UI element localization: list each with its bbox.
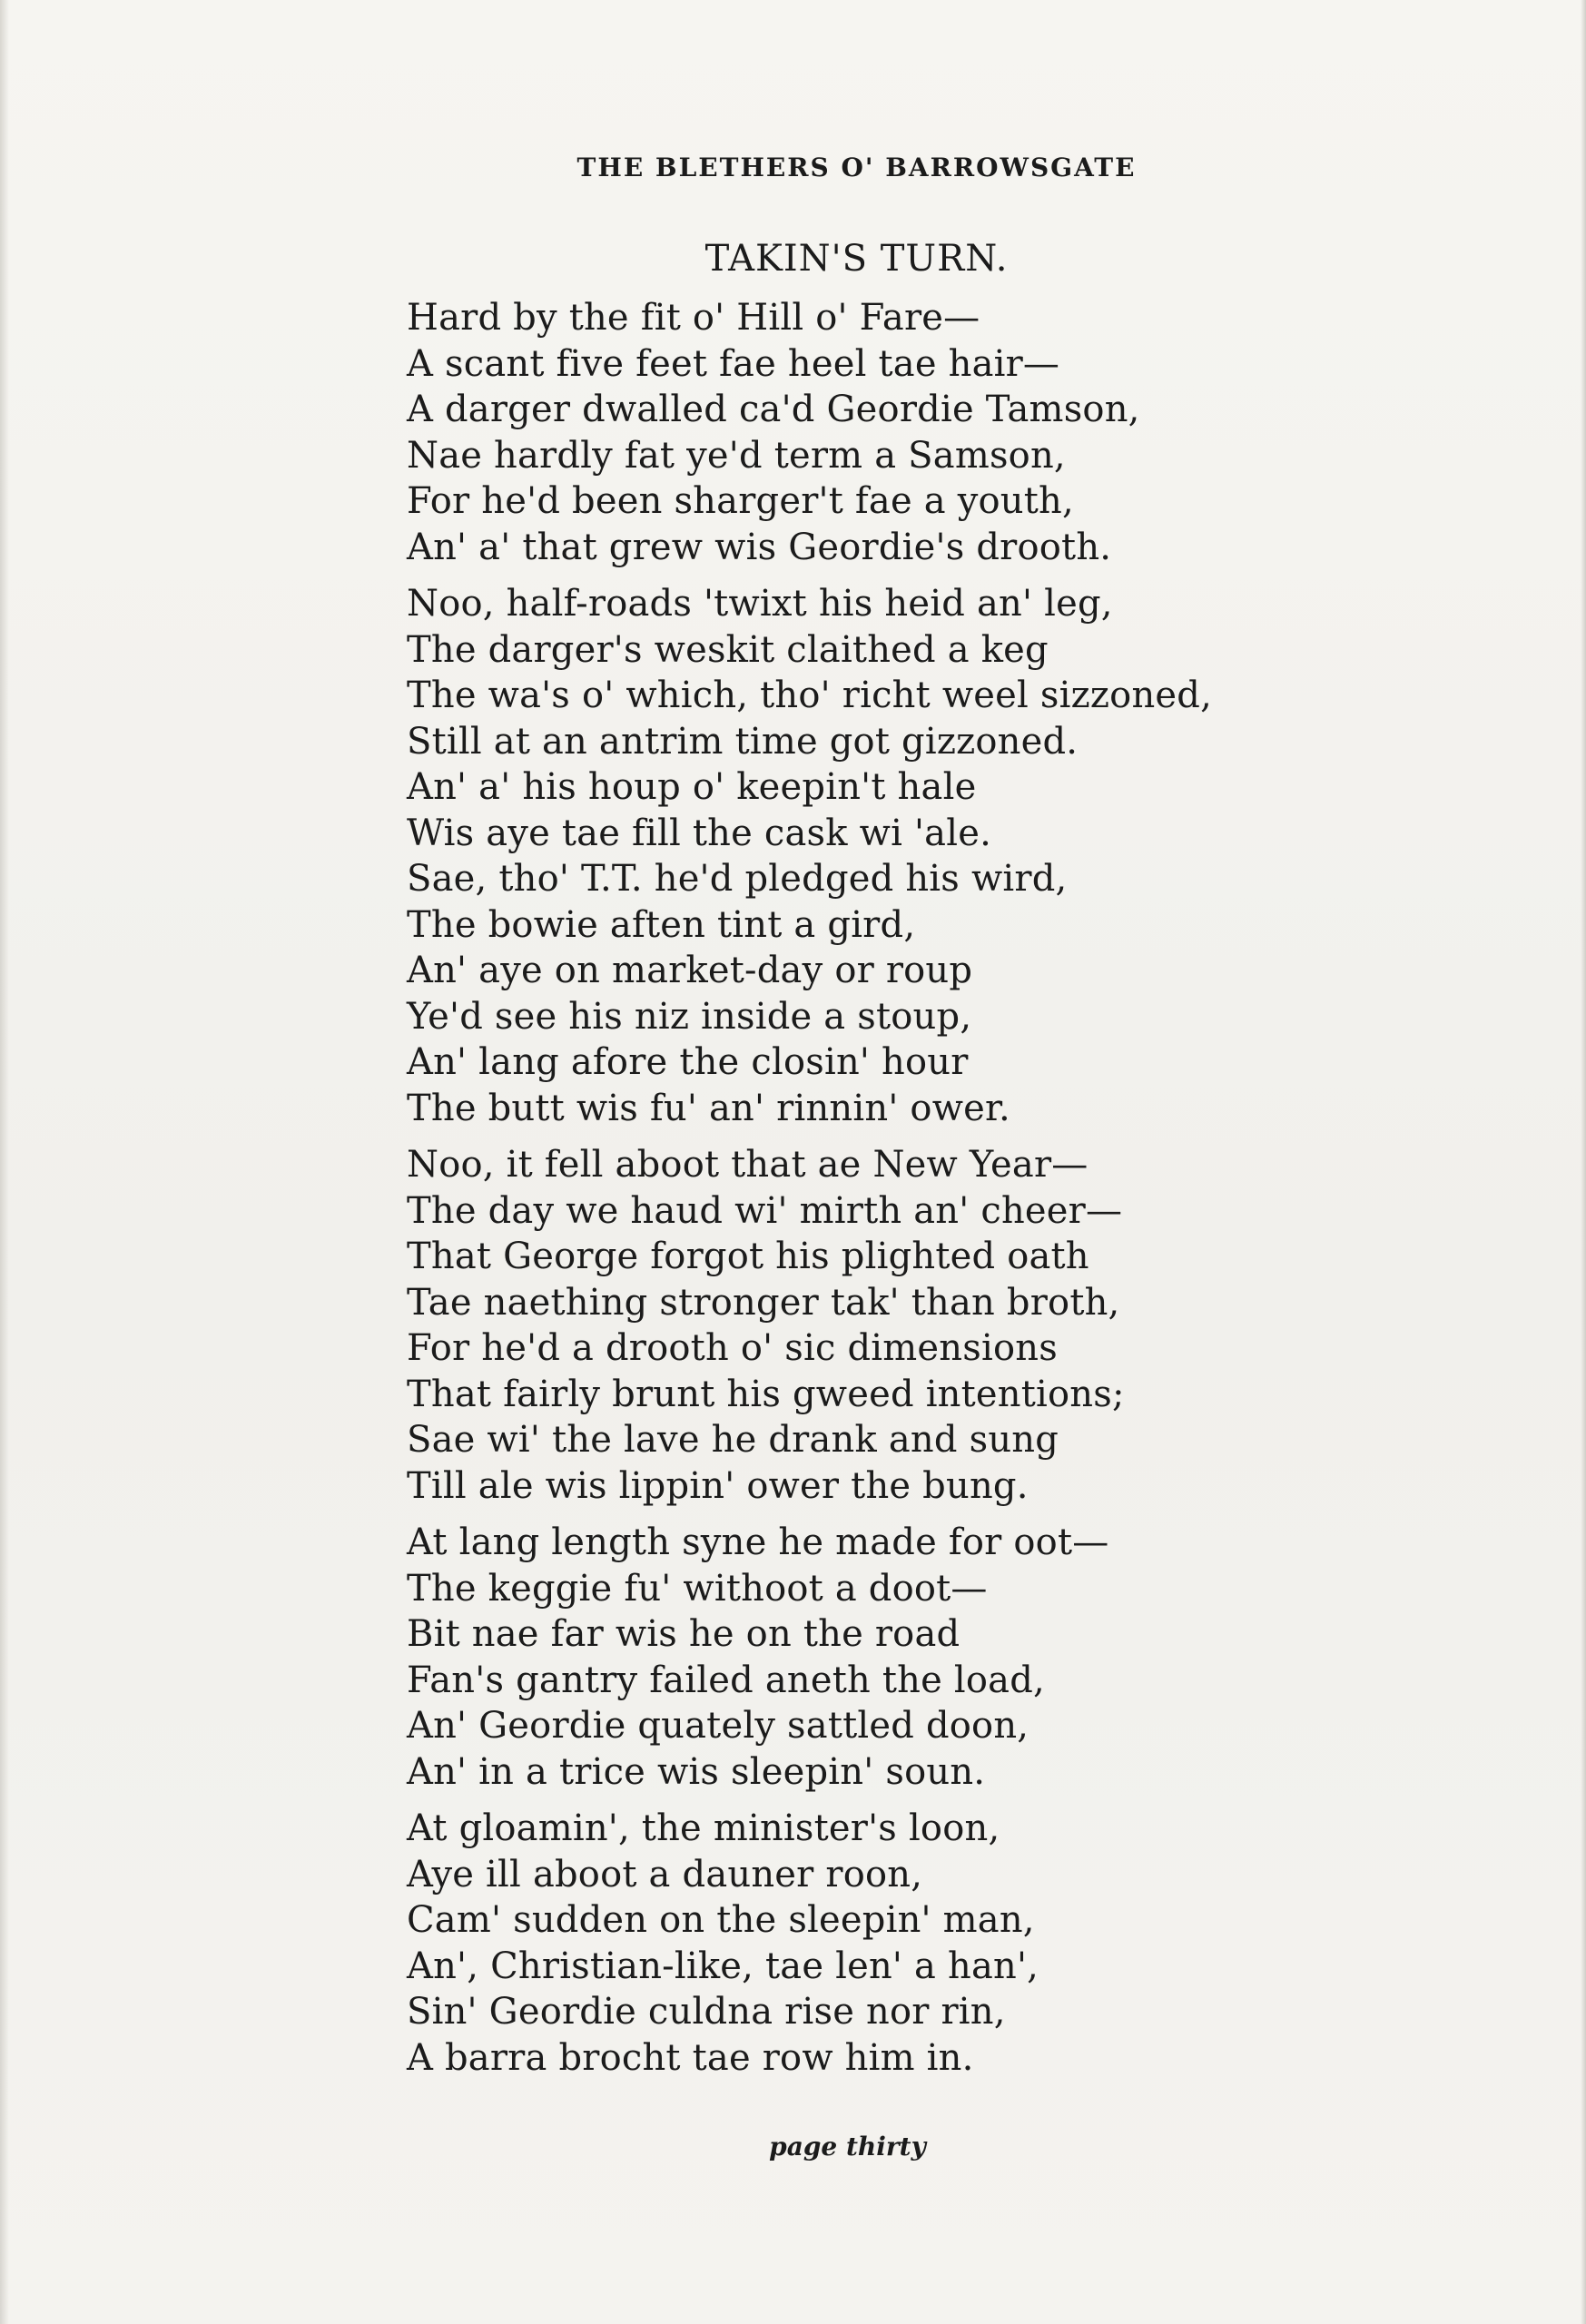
poem-line: Fan's gantry failed aneth the load, — [407, 1659, 1045, 1701]
stanza — [407, 1520, 1460, 1795]
poem-line: Aye ill aboot a dauner roon, — [407, 1853, 923, 1896]
poem-line: Cam' sudden on the sleepin' man, — [407, 1899, 1035, 1941]
poem-line: The day we haud wi' mirth an' cheer— — [407, 1189, 1123, 1232]
poem-line: At lang length syne he made for oot— — [407, 1521, 1109, 1563]
poem-line: Hard by the fit o' Hill o' Fare— — [407, 297, 980, 339]
poem-line: That fairly brunt his gweed intentions; — [407, 1373, 1125, 1415]
poem-line: Till ale wis lippin' ower the bung. — [407, 1464, 1029, 1507]
poem-line: That George forgot his plighted oath — [407, 1236, 1089, 1277]
poem-line: Still at an antrim time got gizzoned. — [407, 720, 1079, 763]
poem-line: A scant five feet fae heel tae hair— — [407, 342, 1060, 385]
poem-body — [407, 295, 1460, 2092]
stanza — [407, 1142, 1460, 1509]
poem-line: A barra brocht tae row him in. — [407, 2036, 974, 2079]
poem-line: Noo, it fell aboot that ae New Year— — [407, 1144, 1089, 1186]
poem-title: TAKIN'S TURN. — [704, 238, 1009, 280]
poem-line: The butt wis fu' an' rinnin' ower. — [407, 1087, 1010, 1129]
poem-line: Sin' Geordie culdna rise nor rin, — [407, 1991, 1006, 2033]
stanza — [407, 295, 1460, 570]
poem-line: A darger dwalled ca'd Geordie Tamson, — [407, 389, 1140, 430]
poem-line: For he'd a drooth o' sic dimensions — [407, 1327, 1058, 1369]
poem-line: The darger's weskit claithed a keg — [407, 628, 1049, 671]
poem-line: An', Christian-like, tae len' a han', — [407, 1945, 1039, 1987]
stanza — [407, 1806, 1460, 2081]
poem-line: The keggie fu' withoot a doot— — [407, 1567, 988, 1610]
poem-line: Sae, tho' T.T. he'd pledged his wird, — [407, 858, 1068, 900]
poem-line: Nae hardly fat ye'd term a Samson, — [407, 434, 1066, 477]
poem-line: Bit nae far wis he on the road — [407, 1613, 960, 1655]
poem-line: An' a' that grew wis Geordie's drooth. — [407, 526, 1112, 568]
poem-line: Wis aye tae fill the cask wi 'ale. — [407, 812, 992, 854]
poem-line: Ye'd see his niz inside a stoup, — [407, 995, 972, 1038]
running-head: THE BLETHERS O' BARROWSGATE — [576, 153, 1137, 182]
poem-line: An' aye on market-day or roup — [407, 950, 973, 991]
poem-line: The bowie aften tint a gird, — [407, 903, 916, 946]
poem-line: Sae wi' the lave he drank and sung — [407, 1419, 1059, 1461]
poem-line: Noo, half-roads 'twixt his heid an' leg, — [407, 583, 1113, 625]
poem-line: An' Geordie quately sattled doon, — [407, 1705, 1029, 1747]
page-edge-shadow — [1581, 0, 1586, 2324]
poem-line: Tae naething stronger tak' than broth, — [407, 1281, 1120, 1324]
poem-line: An' lang afore the closin' hour — [407, 1041, 969, 1083]
poem-line: An' in a trice wis sleepin' soun. — [407, 1750, 986, 1793]
poem-line: An' a' his houp o' keepin't hale — [407, 766, 977, 808]
page-number: page thirty — [769, 2132, 926, 2162]
page-gutter-shadow — [0, 0, 9, 2324]
stanza — [407, 581, 1460, 1131]
poem-line: At gloamin', the minister's loon, — [407, 1807, 1000, 1849]
poem-line: For he'd been sharger't fae a youth, — [407, 480, 1074, 522]
poem-line: The wa's o' which, tho' richt weel sizzoned, — [407, 675, 1213, 716]
